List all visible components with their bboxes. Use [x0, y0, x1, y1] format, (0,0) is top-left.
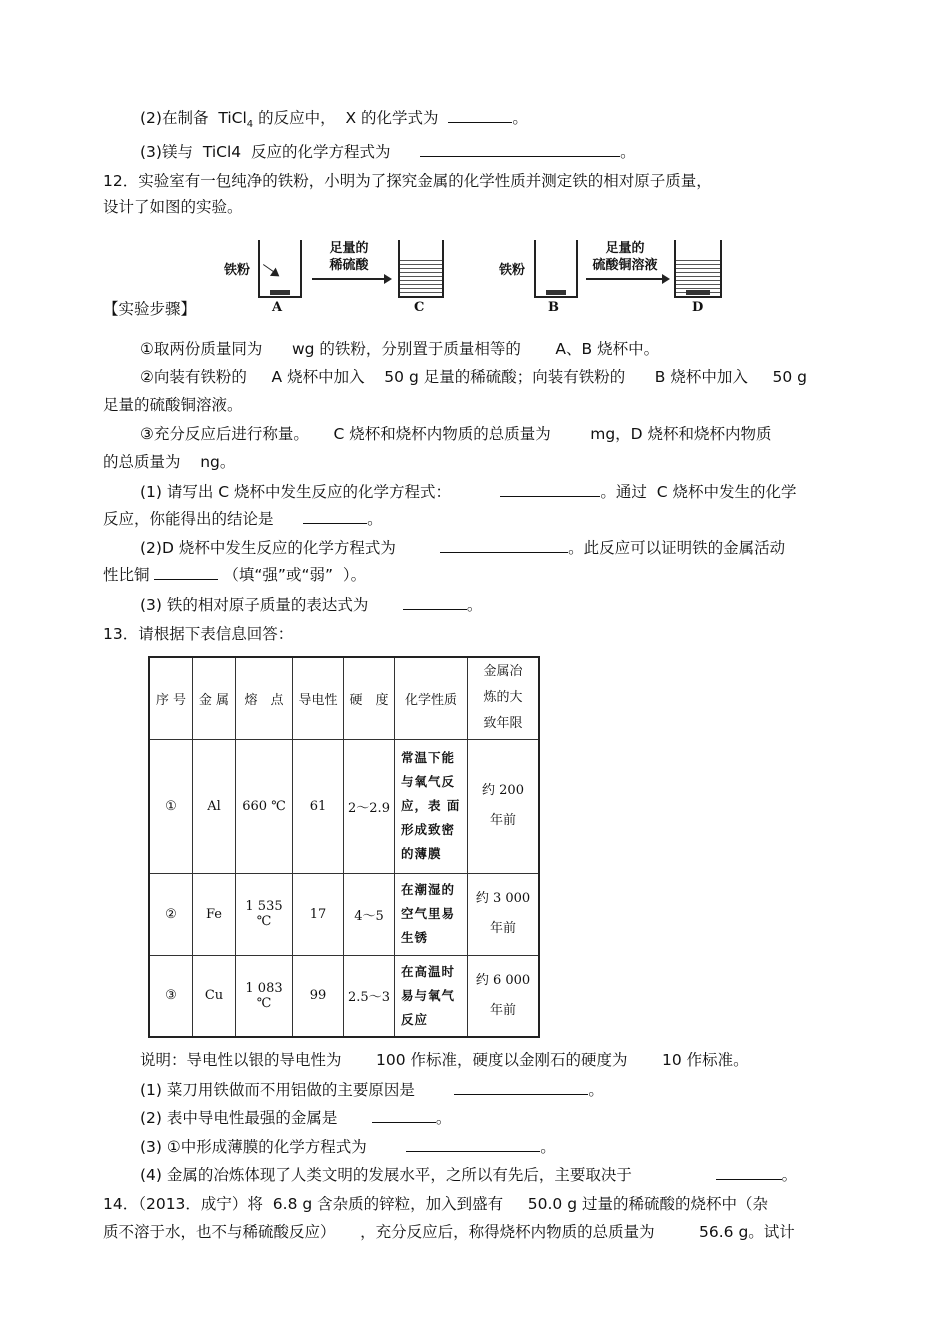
- chem-property-cell: 在高温时 易与氧气 反应: [395, 955, 468, 1037]
- reagent-b-text: 足量的 硫酸铜溶液: [592, 241, 658, 273]
- q13-intro: 13．请根据下表信息回答：: [103, 625, 294, 643]
- beaker-c: [398, 240, 444, 298]
- header-cell: 化学性质: [395, 657, 468, 739]
- table-header-row: [149, 657, 539, 739]
- beaker-a-label: A: [272, 300, 283, 315]
- arrow-b-to-d: [586, 278, 664, 280]
- beaker-d: [674, 240, 722, 298]
- chem-property-cell: 常温下能 与氧气反 应，表 面 形成致密 的薄膜: [395, 739, 468, 873]
- q12-intro-line1: 12．实验室有一包纯净的铁粉，小明为了探究金属的化学性质并测定铁的相对原子质量，: [103, 172, 712, 190]
- q13-note: 说明：导电性以银的导电性为 100 作标准，硬度以金刚石的硬度为 10 作标准。: [140, 1051, 749, 1069]
- step-1: ①取两份质量同为 wg 的铁粉，分别置于质量相等的 A、B 烧杯中。: [140, 340, 660, 358]
- arrow-a-to-c: [312, 278, 386, 280]
- table-row: ① Al 660 ℃ 61 2～2.9 常温下能 与氧气反 应，表 面 形成致密 的薄膜 约 200 年前: [149, 739, 539, 873]
- beaker-b: [534, 240, 578, 298]
- step-2: ②向装有铁粉的 A 烧杯中加入 50 g 足量的稀硫酸；向装有铁粉的 B 烧杯中加入 50 g: [140, 368, 807, 386]
- iron-powder: [270, 290, 290, 295]
- step-2-cont: 足量的硫酸铜溶液。: [103, 396, 243, 414]
- metal-properties-table: [148, 656, 540, 1038]
- header-cell-years: 金属冶 炼的大 致年限: [468, 657, 540, 739]
- chem-property-cell: 在潮湿的 空气里易 生锈: [395, 873, 468, 955]
- step-3-cont: 的总质量为 ng。: [103, 453, 236, 471]
- header-cell: 金 属: [193, 657, 236, 739]
- answer-blank[interactable]: [406, 1137, 540, 1152]
- answer-blank[interactable]: [716, 1165, 782, 1180]
- answer-blank[interactable]: [454, 1080, 588, 1095]
- q13-question-2: (2) 表中导电性最强的金属是 。: [140, 1109, 452, 1127]
- q12-question-2: (2)D 烧杯中发生反应的化学方程式为 。此反应可以证明铁的金属活动: [140, 539, 786, 557]
- beaker-c-label: C: [414, 300, 425, 315]
- answer-blank[interactable]: [500, 482, 600, 497]
- steps-heading: 【实验步骤】: [103, 300, 197, 318]
- beaker-b-label: B: [548, 300, 559, 315]
- q12-question-2-cont: 性比铜 （填“强”或“弱” ）。: [103, 566, 367, 584]
- answer-blank[interactable]: [154, 565, 218, 580]
- table-row: ③ Cu 1 083 ℃ 99 2.5～3 在高温时 易与氧气 反应 约 6 000 年前: [149, 955, 539, 1037]
- q11-part2: (2)在制备 TiCl$_4$ 的反应中， X 的化学式为 。: [140, 109, 528, 131]
- answer-blank[interactable]: [403, 595, 467, 610]
- beaker-a: [258, 240, 302, 298]
- q12-question-3: (3) 铁的相对原子质量的表达式为 。: [140, 596, 483, 614]
- q14-line2: 质不溶于水，也不与稀硫酸反应） ，充分反应后，称得烧杯内物质的总质量为 56.6 g。试计: [103, 1223, 795, 1241]
- answer-blank[interactable]: [303, 509, 367, 524]
- reagent-a-text: 足量的 稀硫酸: [329, 241, 369, 273]
- q13-question-1: (1) 菜刀用铁做而不用铝做的主要原因是 。: [140, 1081, 604, 1099]
- answer-blank[interactable]: [372, 1108, 436, 1123]
- beaker-d-label: D: [692, 300, 704, 315]
- q13-question-3: (3) ①中形成薄膜的化学方程式为 。: [140, 1138, 556, 1156]
- iron-powder-label-a: 铁粉: [224, 263, 251, 278]
- q12-question-1-cont: 反应，你能得出的结论是 。: [103, 510, 383, 528]
- header-cell: 导电性: [293, 657, 344, 739]
- q12-question-1: (1) 请写出 C 烧杯中发生反应的化学方程式： 。通过 C 烧杯中发生的化学: [140, 483, 797, 501]
- q14-line1: 14．（2013．成宁）将 6.8 g 含杂质的锌粒，加入到盛有 50.0 g 过量的稀硫酸的烧杯中（杂: [103, 1195, 768, 1213]
- step-3: ③充分反应后进行称量。 C 烧杯和烧杯内物质的总质量为 mg，D 烧杯和烧杯内物质: [140, 425, 772, 443]
- header-cell: 硬 度: [344, 657, 395, 739]
- q13-question-4: (4) 金属的冶炼体现了人类文明的发展水平，之所以有先后，主要取决于 。: [140, 1166, 798, 1184]
- iron-powder: [546, 290, 566, 295]
- iron-powder-label-b: 铁粉: [499, 263, 526, 278]
- table-row: ② Fe 1 535 ℃ 17 4～5 在潮湿的 空气里易 生锈 约 3 000 年前: [149, 873, 539, 955]
- header-cell: 熔 点: [236, 657, 293, 739]
- q12-intro-line2: 设计了如图的实验。: [103, 198, 243, 216]
- copper-deposit: [686, 290, 710, 295]
- header-cell: 序 号: [149, 657, 193, 739]
- experiment-figure: [0, 0, 950, 330]
- q11-part3: (3)镁与 TiCl4 反应的化学方程式为 。: [140, 143, 636, 161]
- answer-blank[interactable]: [440, 538, 568, 553]
